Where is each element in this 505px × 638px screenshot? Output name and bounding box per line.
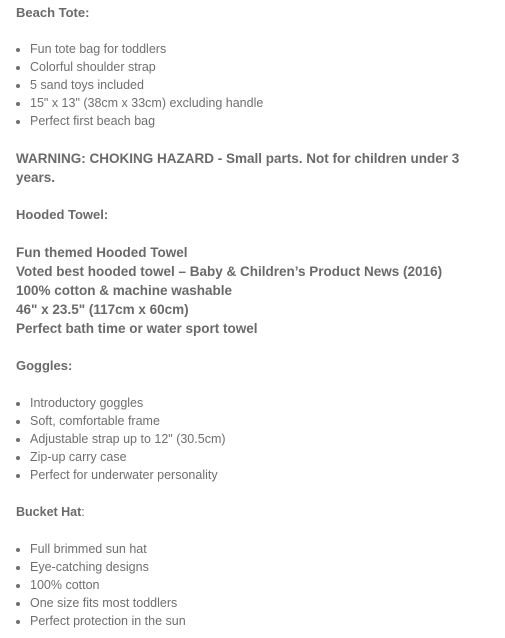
towel-line: 100% cotton & machine washable	[16, 283, 233, 298]
list-item: • One size fits most toddlers	[30, 594, 496, 612]
list-item: • Fun tote bag for toddlers	[30, 40, 496, 58]
list-item: • Perfect first beach bag	[30, 112, 496, 130]
list-item: • Colorful shoulder strap	[30, 58, 496, 76]
list-item: • 5 sand toys included	[30, 76, 496, 94]
towel-line: Fun themed Hooded Towel	[16, 245, 188, 260]
list-item: • Full brimmed sun hat	[30, 540, 496, 558]
beach-tote-list	[16, 40, 496, 130]
list-item: • Eye-catching designs	[30, 558, 496, 576]
product-description	[16, 0, 496, 630]
beach-tote-heading: Beach Tote:	[16, 5, 90, 20]
list-item: • 100% cotton	[30, 576, 496, 594]
goggles-heading: Goggles:	[16, 358, 73, 373]
towel-line: 46" x 23.5" (117cm x 60cm)	[16, 302, 189, 317]
list-item: • Zip-up carry case	[30, 448, 496, 466]
bucket-hat-heading-text: Bucket Hat	[16, 505, 82, 519]
bucket-hat-list	[16, 540, 496, 630]
list-item: • Perfect protection in the sun	[30, 612, 496, 630]
list-item: • Perfect for underwater personality	[30, 466, 496, 484]
choking-hazard-warning: WARNING: CHOKING HAZARD - Small parts. Not for children under 3 years.	[16, 151, 460, 185]
hooded-towel-details	[16, 243, 496, 338]
list-item: • 15" x 13" (38cm x 33cm) excluding handle	[30, 94, 496, 112]
goggles-list	[16, 394, 496, 484]
list-item: • Introductory goggles	[30, 394, 496, 412]
towel-line: Perfect bath time or water sport towel	[16, 321, 258, 336]
hooded-towel-heading: Hooded Towel:	[16, 207, 109, 222]
list-item: • Adjustable strap up to 12" (30.5cm)	[30, 430, 496, 448]
bucket-hat-heading	[16, 503, 496, 521]
bucket-hat-heading-colon: :	[81, 505, 85, 519]
towel-line: Voted best hooded towel – Baby & Children’s Product News (2016)	[16, 264, 443, 279]
list-item: • Soft, comfortable frame	[30, 412, 496, 430]
